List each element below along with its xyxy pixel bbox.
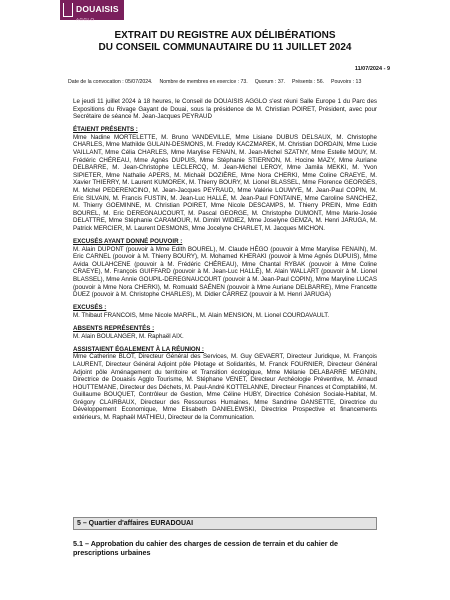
title-line-1: EXTRAIT DU REGISTRE AUX DÉLIBÉRATIONS [114, 30, 336, 41]
subsection-title: 5.1 – Approbation du cahier des charges de cession de terrain et du cahier de prescriptions urbaines [73, 539, 338, 557]
intro-paragraph: Le jeudi 11 juillet 2024 à 18 heures, le Conseil de DOUAISIS AGGLO s'est réuni Salle Europe 1 du Parc des Expositions du Rivage Gayant de Douai, sous la présidence de M. Christian POIRET, Président, avec pour Secrétaire de séance M. Jean-Jacques PEYRAUD [73, 98, 377, 121]
document-body [73, 98, 377, 427]
assistaient-block [73, 346, 377, 422]
excuses-list: M. Thibaut FRANCOIS, Mme Nicole MARFIL, M. Alain MENSION, M. Lionel COURDAVAULT. [73, 311, 330, 319]
members-count: Nombre de membres en exercice : 73. [159, 79, 248, 85]
pouvoirs-count: Pouvoirs : 13 [331, 79, 362, 85]
douaisis-agglo-logo [60, 0, 124, 20]
title-line-2: DU CONSEIL COMMUNAUTAIRE DU 11 JUILLET 2024 [98, 42, 352, 53]
presents-list: Mme Nadine MORTELETTE, M. Bruno VANDEVILLE, Mme Lisiane DUBUS DELSAUX, M. Christophe CHARLES, Mme Mathilde GULAIN-DESMONS, M. Freddy KACZMAREK, M. Christian DORDAIN, Mme Lucie VAILLANT, Mme Célia CHARLES, Mme Marylise FENAIN, M. Jean-Michel SZATNY, Mme Estelle MOUY, M. Frédéric CHÉREAU, Mme Agnès DUPUIS, Mme Stéphanie STIERNON, M. Hocine MAZY, Mme Auriane DELBARRE, M. Jean-Christophe LECLERCQ, M. Jean-Michel LEROY, Mme Jamila MEKKI, M. Yvon SIPIETER, Mme Nathalie APERS, M. Michaël DOZIÈRE, Mme Nora CHERKI, Mme Coline CRAEYE, M. Xavier THIERRY, M. Laurent KUMOREK, M. Thierry BOURY, M. Lionel BLASSEL, Mme Florence GEORGES, M. Michel PEDERENCINO, M. Jean-Jacques PEYRAUD, Mme Valérie LOUWYE, M. Jean-Paul COPIN, M. Eric SILVAIN, M. Francis FUSTIN, M. Jean-Luc HALLÉ, M. Jean-Paul FONTAINE, Mme Caroline SANCHEZ, M. Thierry GOEMINNE, M. Christian POIRET, Mme Nicole DESCAMPS, M. Thierry PREIN, Mme Edith BOUREL, M. Eric DEREGNAUCOURT, M. Pascal GEORGE, M. Christophe DUMONT, Mme Marie-Josée DELATTRE, Mme Stéphanie CARAMOUR, M. Dimitri WIDIEZ, Mme Joselyne GEMZA, M. Henri JARUGA, M. Patrick MERCIER, M. Laurent DESMONS, Mme Jocelyne CHARLET, M. Jacques MICHON. [73, 133, 377, 232]
meeting-meta [68, 79, 392, 85]
excuses-pouvoir-list: M. Alain DUPONT (pouvoir à Mme Edith BOUREL), M. Claude HÉGO (pouvoir à Mme Marylise FENAIN), M. Eric CARNEL (pouvoir à M. Thierry BOURY), M. Mohamed KHERAKI (pouvoir à Mme Agnès DUPUIS), Mme Avida OULAHCENE (pouvoir à M. Frédéric CHÉREAU), Mme Chantal RYBAK (pouvoir à Mme Coline CRAEYE), M. François GUIFFARD (pouvoir à M. Jean-Luc HALLÉ), M. Alain WALLART (pouvoir à M. Lionel BLASSEL), Mme Annie GOUPIL-DEREGNAUCOURT (pouvoir à M. Jean-Paul COPIN), Mme Maryline LUCAS (pouvoir à Mme Nora CHERKI), M. Romuald SAÉNEN (pouvoir à Mme Auriane DELBARRE), Mme Francette DUEZ (pouvoir à M. Christophe CHARLES), M. Didier CARREZ (pouvoir à M. Henri JARUGA) [73, 245, 377, 299]
quorum-count: Quorum : 37. [254, 79, 286, 85]
section-title-box: 5 – Quartier d'affaires EURADOUAI [73, 517, 377, 530]
logo-text: DOUAISIS [76, 3, 119, 14]
absents-heading: ABSENTS REPRÉSENTÉS : [73, 325, 155, 333]
logo-subtext: AGGLO [76, 16, 95, 22]
presents-block [73, 126, 377, 232]
excuses-heading: EXCUSÉS : [73, 304, 107, 312]
excuses-pouvoir-block [73, 238, 377, 299]
presents-heading: ÉTAIENT PRÉSENTS : [73, 126, 138, 134]
absents-block [73, 325, 377, 340]
document-title [0, 30, 450, 54]
presents-count: Présents : 56. [292, 79, 325, 85]
absents-list: M. Alain BOULANGER, M. Raphaël AIX. [73, 332, 184, 340]
assistaient-heading: ASSISTAIENT ÉGALEMENT À LA RÉUNION : [73, 345, 204, 353]
excuses-block [73, 304, 377, 319]
logo-mark-icon [63, 3, 73, 17]
excuses-pouvoir-heading: EXCUSÉS AYANT DONNÉ POUVOIR : [73, 238, 183, 246]
assistaient-list: Mme Catherine BLOT, Directeur Général des Services, M. Guy GEVAERT, Directeur Juridique, M. François LAURENT, Directeur Général Adjoint pôle Pilotage et Solidarités, M. Franck FOURNIER, Directeur Général Adjoint pôle Aménagement du territoire et Transition écologique, Mme Mélanie DELABARRE MEGNIN, Directrice de Douaisis Agglo Tourisme, M. Stéphane VENET, Directeur Archéologie Préventive, M. Arnaud HOUTTEMANE, Directeur des Déchets, M. Paul-André KOTTELANNE, Directeur Finances et Comptabilité, M. Guillaume BOUQUET, Contrôleur de Gestion, Mme Céline HUBY, Directrice Cohésion Sociale-Habitat, M. Grégory CLAIRBAUX, Directeur des Ressources Humaines, Mme Sandrine DANSETTE, Directrice du Développement Economique, Mme Elisabeth DANIELEWSKI, Directrice Prospective et financements extérieurs, M. Raphaël MATHIEU, Directeur de la Communication. [73, 353, 377, 422]
convocation-date: Date de la convocation : 05/07/2024. [68, 79, 153, 85]
logo-wordmark [76, 0, 119, 22]
deliberation-reference: 11/07/2024 - 9 [354, 66, 390, 72]
